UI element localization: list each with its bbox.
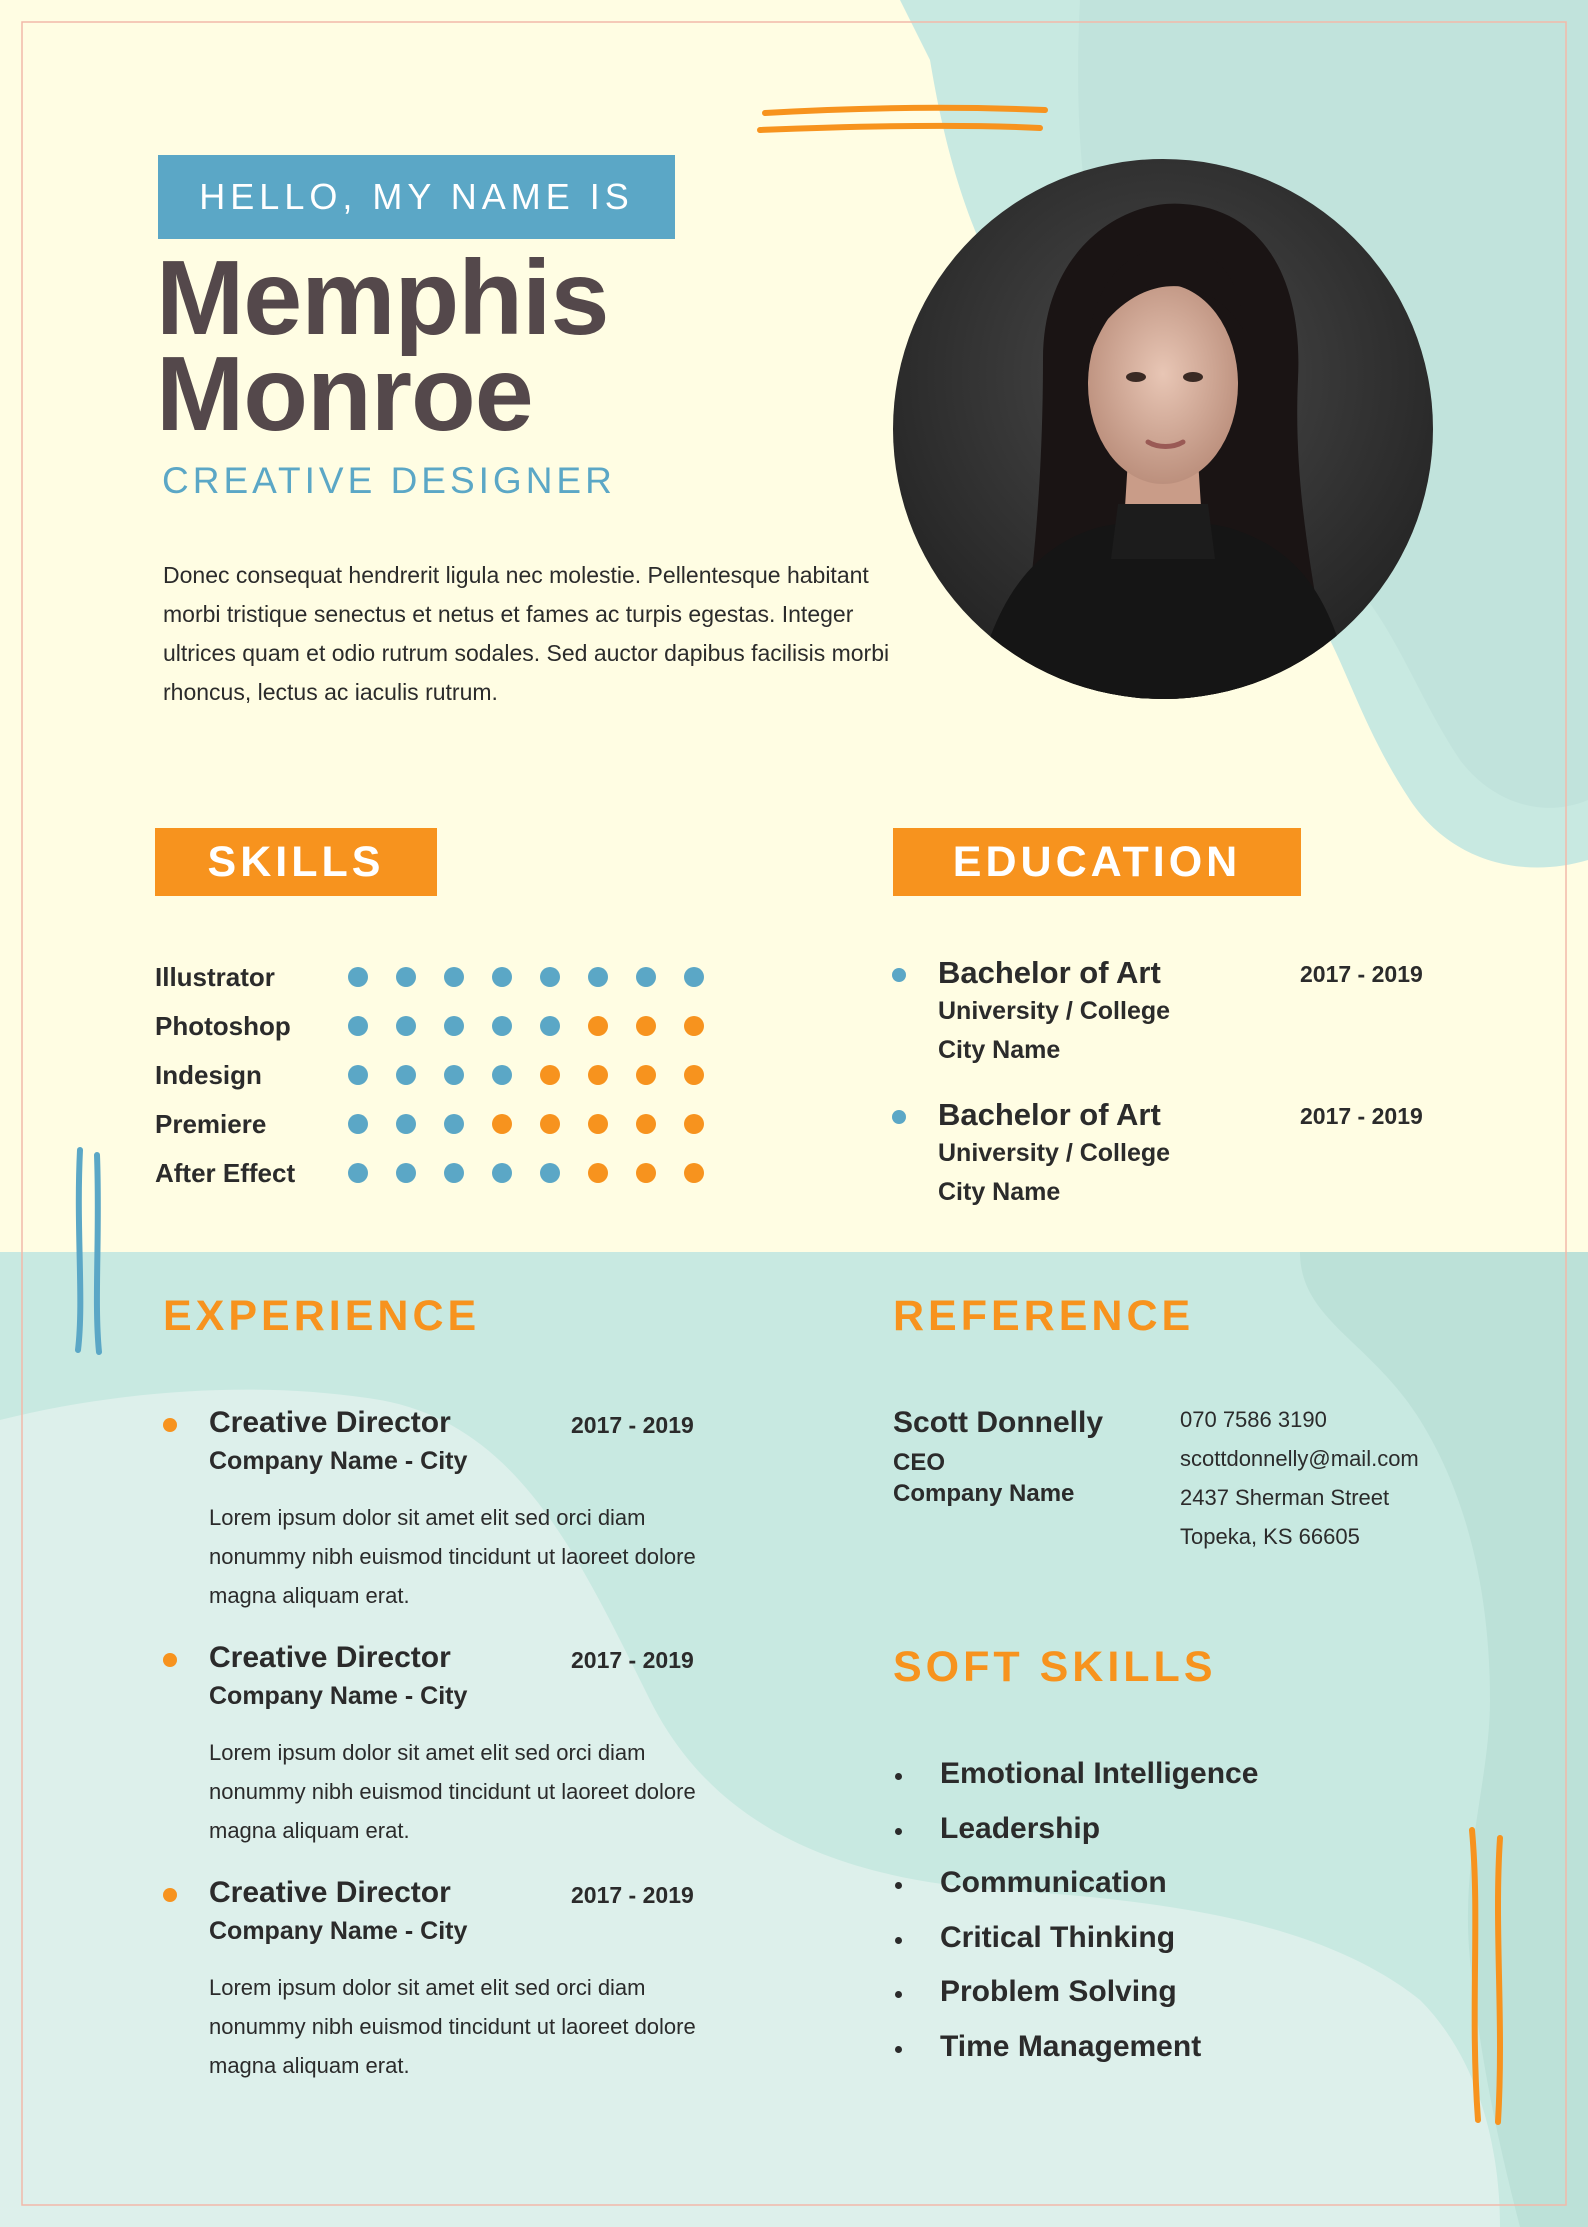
experience-title: Creative Director [209,1876,451,1909]
skill-dot-empty [636,1016,656,1036]
blue-scribble-left-1 [78,1150,80,1350]
skill-dot-filled [396,1114,416,1134]
education-years: 2017 - 2019 [1300,961,1423,987]
soft-skills-heading: SOFT SKILLS [893,1643,1217,1691]
reference-position: CEO [893,1449,946,1476]
skill-dot-filled [444,1163,464,1183]
soft-skill-item: Problem Solving [940,1975,1177,2008]
skill-dot-filled [348,1016,368,1036]
skill-dot-empty [636,1065,656,1085]
education-city: City Name [938,1036,1061,1064]
education-bullet [892,968,906,982]
skill-dot-filled [492,1163,512,1183]
first-name: Memphis [156,239,609,357]
skill-name: Premiere [155,1109,267,1139]
education-heading: EDUCATION [893,828,1301,896]
skill-dot-filled [540,1016,560,1036]
profile-photo [893,159,1433,699]
soft-skill-item: Leadership [940,1812,1101,1845]
orange-scribble-right-2 [1498,1838,1500,2122]
skill-dot-empty [588,1163,608,1183]
experience-description: Lorem ipsum dolor sit amet elit sed orci diam nonummy nibh euismod tincidunt ut laoreet dolore magna aliquam erat. [209,1975,696,2078]
skill-dot-filled [348,967,368,987]
reference-company: Company Name [893,1480,1075,1507]
experience-company: Company Name - City [209,1447,468,1475]
skill-dot-empty [684,1016,704,1036]
orange-scribble-right-1 [1472,1830,1478,2120]
skill-dot-empty [636,1114,656,1134]
job-role: CREATIVE DESIGNER [162,460,616,501]
reference-city: Topeka, KS 66605 [1180,1524,1360,1549]
education-bullet [892,1110,906,1124]
experience-bullet [163,1418,177,1432]
education-school: University / College [938,997,1171,1025]
skill-dot-empty [492,1114,512,1134]
reference-phone: 070 7586 3190 [1180,1407,1327,1432]
soft-skill-item: Communication [940,1866,1167,1899]
skill-dot-filled [492,1065,512,1085]
skill-dot-filled [492,967,512,987]
soft-skill-item: Critical Thinking [940,1921,1176,1954]
experience-years: 2017 - 2019 [571,1412,694,1438]
soft-skill-item: Emotional Intelligence [940,1757,1259,1790]
education-school: University / College [938,1139,1171,1167]
skill-dot-empty [588,1065,608,1085]
reference-email: scottdonnelly@mail.com [1180,1446,1419,1471]
skill-dot-filled [444,1065,464,1085]
experience-heading: EXPERIENCE [163,1292,481,1340]
soft-skill-bullet [895,1937,902,1944]
profile-summary: Donec consequat hendrerit ligula nec molestie. Pellentesque habitant morbi tristique senectus et netus et fames ac turpis egestas. Integer ultrices quam et odio rutrum sodales. Sed auctor dapibus facilisis morbi rhoncus, lectus ac iaculis rutrum. [163,562,890,705]
education-city: City Name [938,1178,1061,1206]
experience-years: 2017 - 2019 [571,1647,694,1673]
skill-dot-filled [396,967,416,987]
skill-dot-empty [588,1114,608,1134]
skill-dot-filled [492,1016,512,1036]
education-years: 2017 - 2019 [1300,1103,1423,1129]
skill-dot-filled [684,967,704,987]
experience-title: Creative Director [209,1641,451,1674]
skill-dot-empty [540,1065,560,1085]
skill-name: Photoshop [155,1011,291,1041]
skill-dot-filled [396,1163,416,1183]
skill-dot-filled [348,1163,368,1183]
skill-dot-empty [636,1163,656,1183]
skill-dot-filled [396,1065,416,1085]
skill-dot-filled [444,1016,464,1036]
soft-skill-bullet [895,1828,902,1835]
skill-dot-filled [348,1065,368,1085]
skill-dot-empty [684,1163,704,1183]
experience-title: Creative Director [209,1406,451,1439]
experience-description: Lorem ipsum dolor sit amet elit sed orci diam nonummy nibh euismod tincidunt ut laoreet dolore magna aliquam erat. [209,1505,696,1608]
soft-skill-bullet [895,1773,902,1780]
skill-name: After Effect [155,1158,296,1188]
experience-years: 2017 - 2019 [571,1882,694,1908]
skill-dot-filled [636,967,656,987]
experience-bullet [163,1653,177,1667]
soft-skill-bullet [895,1882,902,1889]
skill-dot-empty [684,1065,704,1085]
experience-company: Company Name - City [209,1682,468,1710]
reference-contact [1180,1400,1419,1556]
skill-dot-filled [540,967,560,987]
skill-dot-filled [588,967,608,987]
soft-skill-bullet [895,2046,902,2053]
skill-dot-filled [540,1163,560,1183]
reference-name: Scott Donnelly [893,1406,1104,1439]
skill-dot-filled [348,1114,368,1134]
skill-dot-filled [396,1016,416,1036]
skill-dot-filled [444,967,464,987]
experience-company: Company Name - City [209,1917,468,1945]
greeting-banner: HELLO, MY NAME IS [158,155,675,239]
skill-name: Illustrator [155,962,275,992]
skill-dot-filled [444,1114,464,1134]
last-name: Monroe [156,335,533,453]
skill-dot-empty [684,1114,704,1134]
soft-skill-bullet [895,1991,902,1998]
soft-skill-item: Time Management [940,2030,1202,2063]
full-name [156,239,609,453]
education-degree: Bachelor of Art [938,955,1161,990]
portrait-illustration [893,159,1433,699]
reference-heading: REFERENCE [893,1292,1195,1340]
skill-dot-empty [540,1114,560,1134]
reference-street: 2437 Sherman Street [1180,1485,1390,1510]
experience-bullet [163,1888,177,1902]
orange-scribble-top-2 [760,126,1040,130]
experience-description: Lorem ipsum dolor sit amet elit sed orci diam nonummy nibh euismod tincidunt ut laoreet dolore magna aliquam erat. [209,1740,696,1843]
skill-name: Indesign [155,1060,262,1090]
skills-heading: SKILLS [155,828,437,896]
education-degree: Bachelor of Art [938,1097,1161,1132]
blue-scribble-left-2 [97,1155,99,1352]
skill-dot-empty [588,1016,608,1036]
